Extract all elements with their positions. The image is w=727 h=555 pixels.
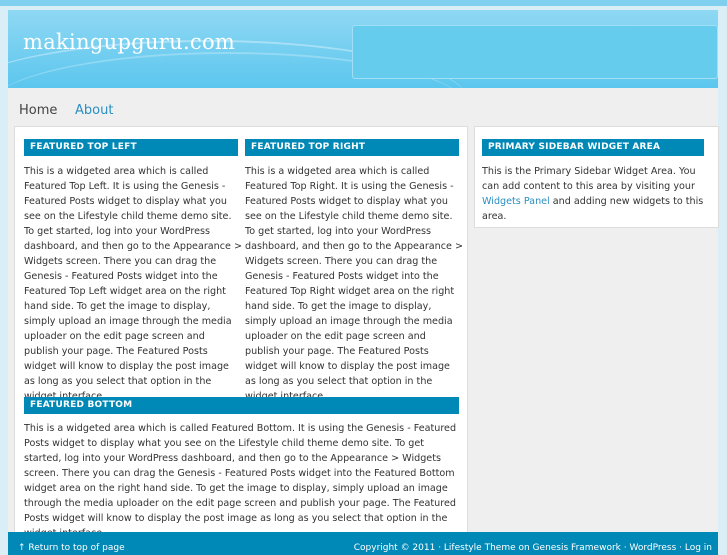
featured-top-left-text: This is a widgeted area which is called Featured Top Left. It is using the Genesis - Featured Posts widget to display what you see on the Lifestyle child theme demo site. To get started, log into your WordPress dashboard, and then go to the Appearance > Widgets screen. There you can drag the Genesis - Featured Posts widget into the Featured Top Left widget area on the right hand side. To get the image to display, simply upload an image through the media uploader on the edit page screen and publish your page. The Featured Posts widget will know to display the post image as long as you select that option in the bbox=[24, 166, 243, 387]
featured-top-right-text: This is a widgeted area which is called Featured Top Right. It is using the Genesis - Featured Posts widget to display what you see on the Lifestyle child theme demo site. To get started, log into your WordPress dashboard, and then go to the Appearance > Widgets screen. There you can drag the Genesis - Featured Posts widget into the Featured Top Right widget area on the right hand side. To get the image to display, simply upload an image through the media uploader on the edit page screen and publish your page. The Featured Posts widget will know to display the post image as long as you select that option in the bbox=[245, 166, 464, 387]
main-content bbox=[14, 126, 468, 536]
primary-sidebar-text-before: This is the Primary Sidebar Widget Area. You can add content to this area by visiting your bbox=[482, 166, 696, 192]
widgets-panel-link[interactable]: Widgets Panel bbox=[482, 196, 550, 207]
primary-sidebar-text-after: and adding new widgets to this area. bbox=[482, 196, 704, 222]
featured-top-left-title: FEATURED TOP LEFT bbox=[24, 139, 238, 156]
header-widget-area bbox=[352, 25, 718, 79]
nav-item-home[interactable]: Home bbox=[19, 103, 58, 118]
footer-copyright: Copyright © 2011 · Lifestyle Theme on Genesis Framework · WordPress · Log in bbox=[353, 543, 712, 553]
site-title[interactable]: makingupguru.com bbox=[23, 30, 236, 54]
primary-sidebar bbox=[474, 126, 719, 228]
site-header bbox=[8, 10, 718, 88]
top-accent-bar bbox=[0, 0, 727, 6]
site-footer bbox=[8, 532, 718, 555]
featured-bottom-title: FEATURED BOTTOM bbox=[24, 397, 459, 414]
return-to-top-link[interactable]: ↑ Return to top of page bbox=[18, 543, 125, 553]
featured-top-right-title: FEATURED TOP RIGHT bbox=[245, 139, 459, 156]
nav-item-about[interactable]: About bbox=[75, 103, 114, 118]
featured-bottom-text: This is a widgeted area which is called Featured Bottom. It is using the Genesis - Featured Posts widget to display what you see on the Lifestyle child theme demo site. To get started, log into your WordPress dashboard, and then go to the Appearance > Widgets screen. There you can drag the Genesis - Featured Posts widget into the Featured Bottom widget area on the right hand side. To get the image to display, simply upload an image through the media uploader on the edit page screen and publish your page. The Featured Posts widget will know to display the post image as long as you select that option in the bbox=[24, 423, 457, 524]
main-nav bbox=[8, 88, 718, 126]
page-wrap bbox=[8, 10, 718, 553]
primary-sidebar-title: PRIMARY SIDEBAR WIDGET AREA bbox=[482, 139, 704, 156]
primary-sidebar-text bbox=[482, 164, 706, 224]
